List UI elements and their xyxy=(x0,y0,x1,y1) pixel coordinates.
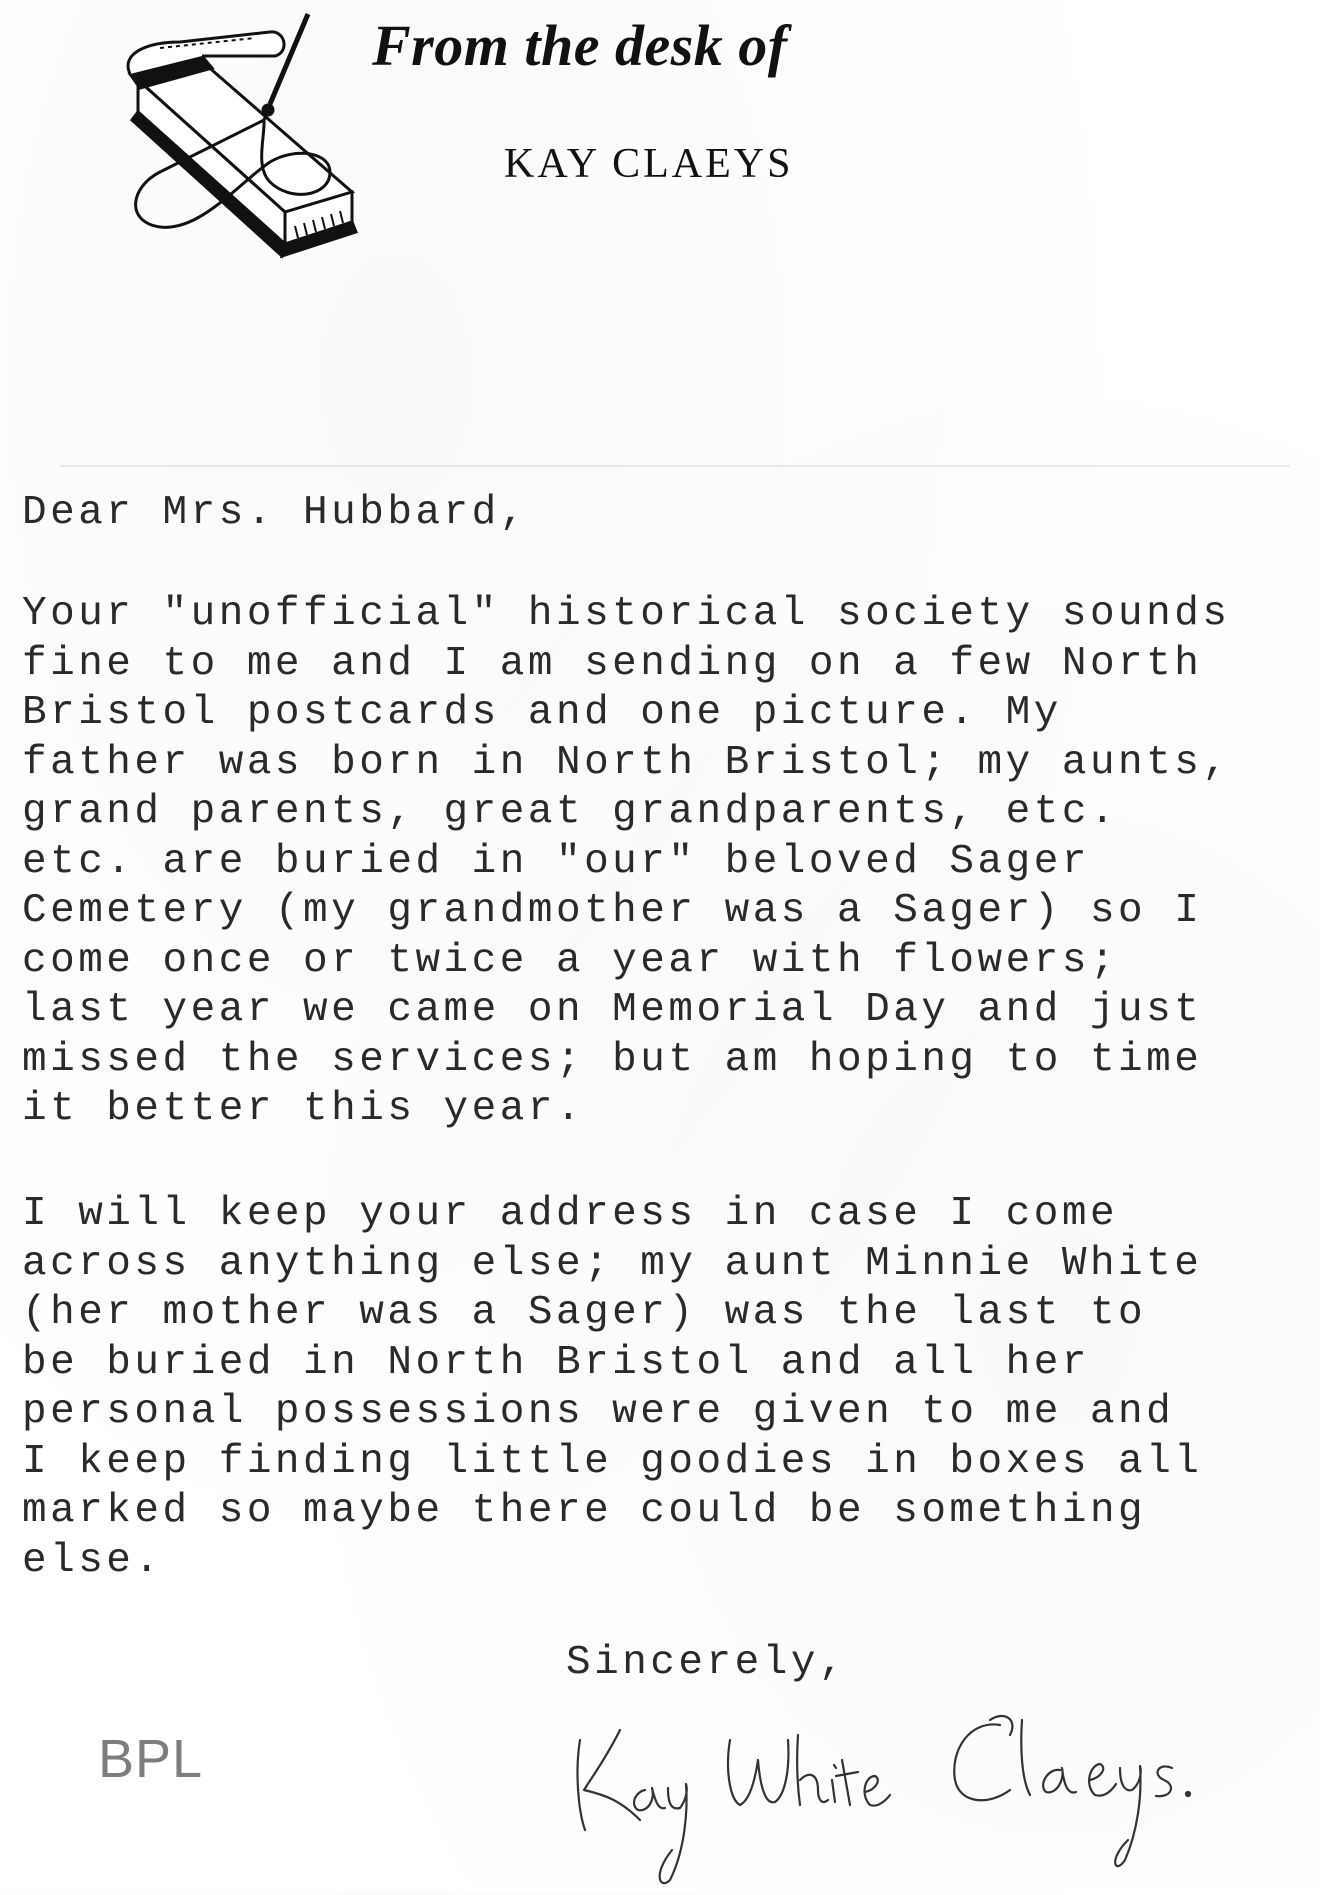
paragraph-line: personal possessions were given to me and xyxy=(22,1389,1175,1435)
handwritten-signature xyxy=(560,1680,1260,1890)
paragraph-line: missed the services; but am hoping to time xyxy=(22,1036,1203,1083)
paragraph-line: etc. are buried in "our" beloved Sager xyxy=(22,838,1090,885)
paragraph-line: it better this year. xyxy=(22,1086,585,1132)
paragraph-line: Cemetery (my grandmother was a Sager) so I xyxy=(22,888,1203,934)
paragraph-line: (her mother was a Sager) was the last to xyxy=(22,1290,1147,1336)
paragraph-line: across anything else; my aunt Minnie White xyxy=(22,1240,1203,1287)
paragraph-line: last year we came on Memorial Day and just xyxy=(22,987,1203,1033)
paragraph-line: I keep finding little goodies in boxes all xyxy=(22,1438,1203,1485)
paragraph-line: Your "unofficial" historical society sounds xyxy=(22,591,1231,637)
archive-mark: BPL xyxy=(98,1729,204,1789)
paragraph-line: I will keep your address in case I come xyxy=(22,1191,1119,1237)
paragraph-line: fine to me and I am sending on a few North xyxy=(22,640,1203,687)
closing: Sincerely, xyxy=(566,1640,848,1686)
paragraph-line: grand parents, great grandparents, etc. xyxy=(22,789,1119,835)
fold-crease xyxy=(60,465,1290,467)
letterhead-name: KAY CLAEYS xyxy=(504,141,794,187)
paragraph-line: be buried in North Bristol and all her xyxy=(22,1339,1090,1386)
paragraph-line: else. xyxy=(22,1537,163,1584)
paragraph-line: father was born in North Bristol; my aunts, xyxy=(22,739,1231,786)
paragraph-line: marked so maybe there could be something xyxy=(22,1488,1147,1534)
salutation: Dear Mrs. Hubbard, xyxy=(22,490,528,536)
paragraph-line: come once or twice a year with flowers; xyxy=(22,937,1119,984)
paragraph-1 xyxy=(22,590,1230,1135)
letterhead-from-label: From the desk of xyxy=(372,13,788,78)
paragraph-2 xyxy=(22,1190,1202,1586)
paragraph-line: Bristol postcards and one picture. My xyxy=(22,690,1062,736)
